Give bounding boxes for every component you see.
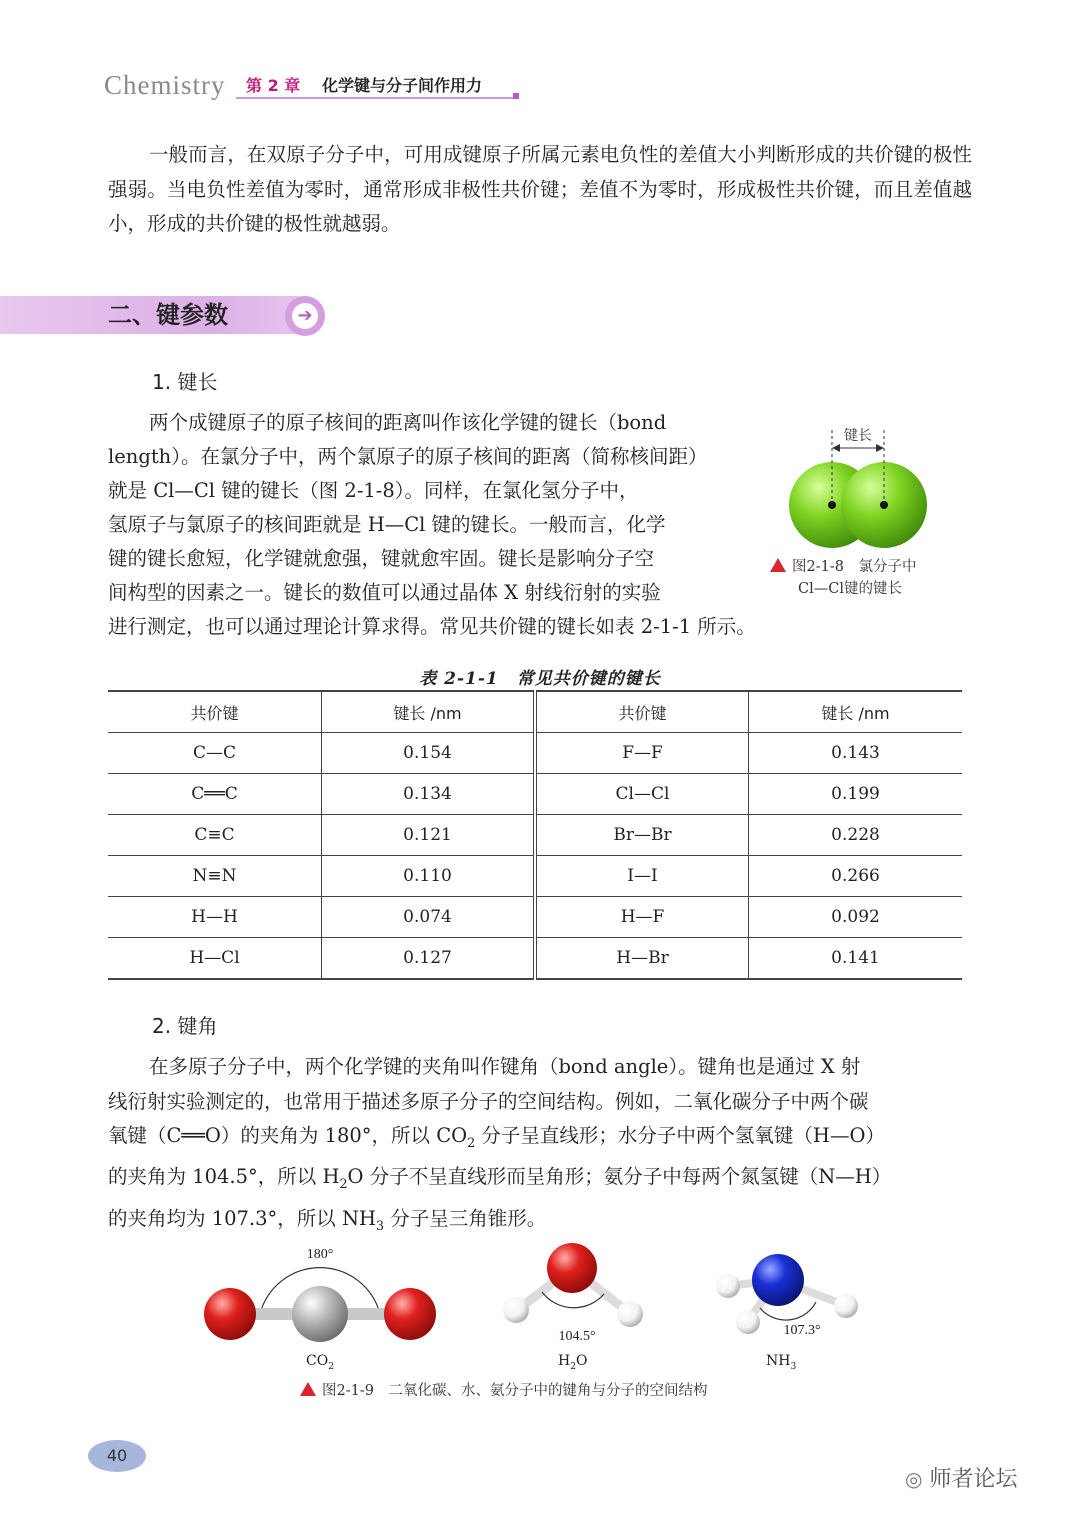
co2-subscript: 2: [467, 1134, 476, 1150]
table-cell: N≡N: [108, 856, 322, 897]
table-header-length-1: 键长 /nm: [322, 691, 536, 733]
table-header-bond-1: 共价键: [108, 691, 322, 733]
table-row: [108, 856, 962, 897]
bond-length-line-6: 间构型的因素之一。键长的数值可以通过晶体 X 射线衍射的实验: [108, 581, 661, 604]
oxygen-atom: [204, 1288, 256, 1340]
h2o-molecule: [503, 1243, 643, 1344]
chlorine-molecule-figure: [780, 420, 940, 550]
table-cell: 0.199: [749, 774, 963, 815]
table-cell: C—C: [108, 733, 322, 774]
figure-caption-molecules: [300, 1380, 707, 1402]
table-cell: 0.134: [322, 774, 536, 815]
bond-length-line-5: 键的键长愈短，化学键就愈强，键就愈牢固。键长是影响分子空: [108, 547, 655, 570]
bond-angle-line-4c: O 分子不呈直线形而呈角形；氨分子中每两个氮氢键（N—H）: [347, 1165, 892, 1189]
arrow-right-head: [876, 444, 884, 452]
table-cell: Cl—Cl: [535, 774, 749, 815]
bond-angle-heading: 2. 键角: [152, 1014, 218, 1038]
co2-formula-label: $CO_2$: [306, 1353, 334, 1372]
bond-angle-line-4: [108, 1160, 972, 1201]
h2o-formula-label: $H_2O$: [558, 1353, 588, 1372]
table-cell: Br—Br: [535, 815, 749, 856]
intro-paragraph: 一般而言，在双原子分子中，可用成键原子所属元素电负性的差值大小判断形成的共价键的极性强弱。当电负性差值为零时，通常形成非极性共价键；差值不为零时，形成极性共价键，而且差值越小，形成的共价键的极性就越弱。: [108, 143, 972, 235]
nitrogen-atom: [752, 1254, 804, 1306]
watermark: [905, 1462, 1017, 1493]
hydrogen-atom: [617, 1301, 643, 1327]
table-row: [108, 938, 962, 980]
figure-caption-cl2-line1: 图2-1-8 氯分子中: [792, 559, 917, 575]
table-title: 表 2-1-1 常见共价键的键长: [419, 669, 661, 689]
bond-angle-line-3a: 氧键（C══O）的夹角为 180°，所以 CO: [108, 1124, 468, 1147]
table-cell: 0.143: [749, 733, 963, 774]
table-cell: 0.154: [322, 733, 536, 774]
table-cell: 0.074: [322, 897, 536, 938]
table-cell: I—I: [535, 856, 749, 897]
carbon-atom: [292, 1286, 348, 1342]
bond-length-line-1: 两个成键原子的原子核间的距离叫作该化学键的键长（bond: [148, 411, 667, 434]
bond-length-line-3: 就是 Cl—Cl 键的键长（图 2-1-8）。同样，在氯化氢分子中，: [108, 479, 639, 502]
wechat-icon: ◎: [905, 1467, 923, 1491]
bond-length-heading: 1. 键长: [152, 370, 218, 394]
bond-length-line-2: length）。在氯分子中，两个氯原子的原子核间的距离（简称核间距）: [108, 445, 708, 468]
section-title: 二、键参数: [108, 301, 228, 329]
bond-angle-line-3c: 分子呈直线形；水分子中两个氢氧键（H—O）: [475, 1124, 885, 1147]
hydrogen-atom: [736, 1310, 760, 1334]
table-cell: H—Cl: [108, 938, 322, 980]
table-cell: 0.266: [749, 856, 963, 897]
table-cell: 0.228: [749, 815, 963, 856]
co2-angle-label: 180°: [306, 1247, 334, 1262]
bond-angle-paragraph: [108, 1050, 972, 1243]
table-cell: 0.121: [322, 815, 536, 856]
figure-caption-molecules-text: 图2-1-9 二氧化碳、水、氨分子中的键角与分子的空间结构: [322, 1383, 708, 1399]
table-cell: 0.110: [322, 856, 536, 897]
header-subject: Chemistry: [104, 70, 226, 100]
table-header-row: [108, 691, 962, 733]
header-chapter: 第 2 章: [246, 76, 301, 95]
figure-caption-cl2-line2: Cl—Cl键的键长: [798, 581, 902, 597]
bond-angle-line-4a: 的夹角为 104.5°，所以 H: [108, 1165, 340, 1189]
table-header-length-2: 键长 /nm: [749, 691, 963, 733]
bond-length-line-4: 氢原子与氯原子的核间距就是 H—Cl 键的键长。一般而言，化学: [108, 513, 666, 536]
header-chapter-title: 化学键与分子间作用力: [322, 76, 483, 95]
table-row: [108, 733, 962, 774]
table-cell: 0.127: [322, 938, 536, 980]
table-cell: H—H: [108, 897, 322, 938]
arrow-right-icon: ➔: [292, 303, 318, 329]
table-row: [108, 897, 962, 938]
bond-angle-line-5c: 分子呈三角锥形。: [384, 1206, 547, 1230]
co2-molecule: [204, 1247, 436, 1342]
nh3-subscript: 3: [376, 1217, 385, 1233]
table-cell: C══C: [108, 774, 322, 815]
caption-triangle-icon: [300, 1382, 316, 1396]
nh3-angle-label: 107.3°: [783, 1323, 821, 1338]
table-cell: C≡C: [108, 815, 322, 856]
page-number: 40: [88, 1440, 146, 1472]
oxygen-atom: [384, 1288, 436, 1340]
bond-length-last-line: 进行测定，也可以通过理论计算求得。常见共价键的键长如表 2-1-1 所示。: [108, 615, 756, 638]
table-cell: F—F: [535, 733, 749, 774]
table-cell: H—F: [535, 897, 749, 938]
hydrogen-atom: [503, 1297, 529, 1323]
table-header-bond-2: 共价键: [535, 691, 749, 733]
h2o-subscript: 2: [339, 1176, 348, 1192]
table-cell: 0.141: [749, 938, 963, 980]
figure-bond-length-label: 键长: [844, 428, 872, 444]
bond-length-paragraph: [108, 406, 728, 610]
header-divider: [236, 97, 516, 99]
header-dot: [513, 93, 519, 99]
h2o-angle-label: 104.5°: [558, 1329, 596, 1344]
caption-triangle-icon: [770, 558, 786, 572]
nh3-angle-arc: [760, 1302, 816, 1320]
hydrogen-atom: [716, 1274, 740, 1298]
table-row: [108, 815, 962, 856]
nh3-formula-label: $NH_3$: [766, 1353, 797, 1372]
table-row: [108, 774, 962, 815]
bond-angle-line-3: [108, 1119, 972, 1160]
bond-angle-line-5a: 的夹角均为 107.3°，所以 NH: [108, 1206, 377, 1230]
bond-angle-line-2: 线衍射实验测定的，也常用于描述多原子分子的空间结构。例如，二氧化碳分子中两个碳: [108, 1089, 869, 1113]
watermark-text: 师者论坛: [929, 1467, 1018, 1492]
table-cell: 0.092: [749, 897, 963, 938]
figure-caption-cl2: [770, 556, 970, 600]
bond-length-table: [108, 690, 962, 980]
nh3-molecule: [716, 1254, 858, 1338]
hydrogen-atom: [834, 1294, 858, 1318]
h2o-angle-arc: [542, 1292, 604, 1308]
table-cell: H—Br: [535, 938, 749, 980]
oxygen-atom: [547, 1243, 597, 1293]
arrow-left-head: [832, 444, 840, 452]
bond-angle-line-1: 在多原子分子中，两个化学键的夹角叫作键角（bond angle）。键角也是通过 X 射: [148, 1055, 861, 1078]
